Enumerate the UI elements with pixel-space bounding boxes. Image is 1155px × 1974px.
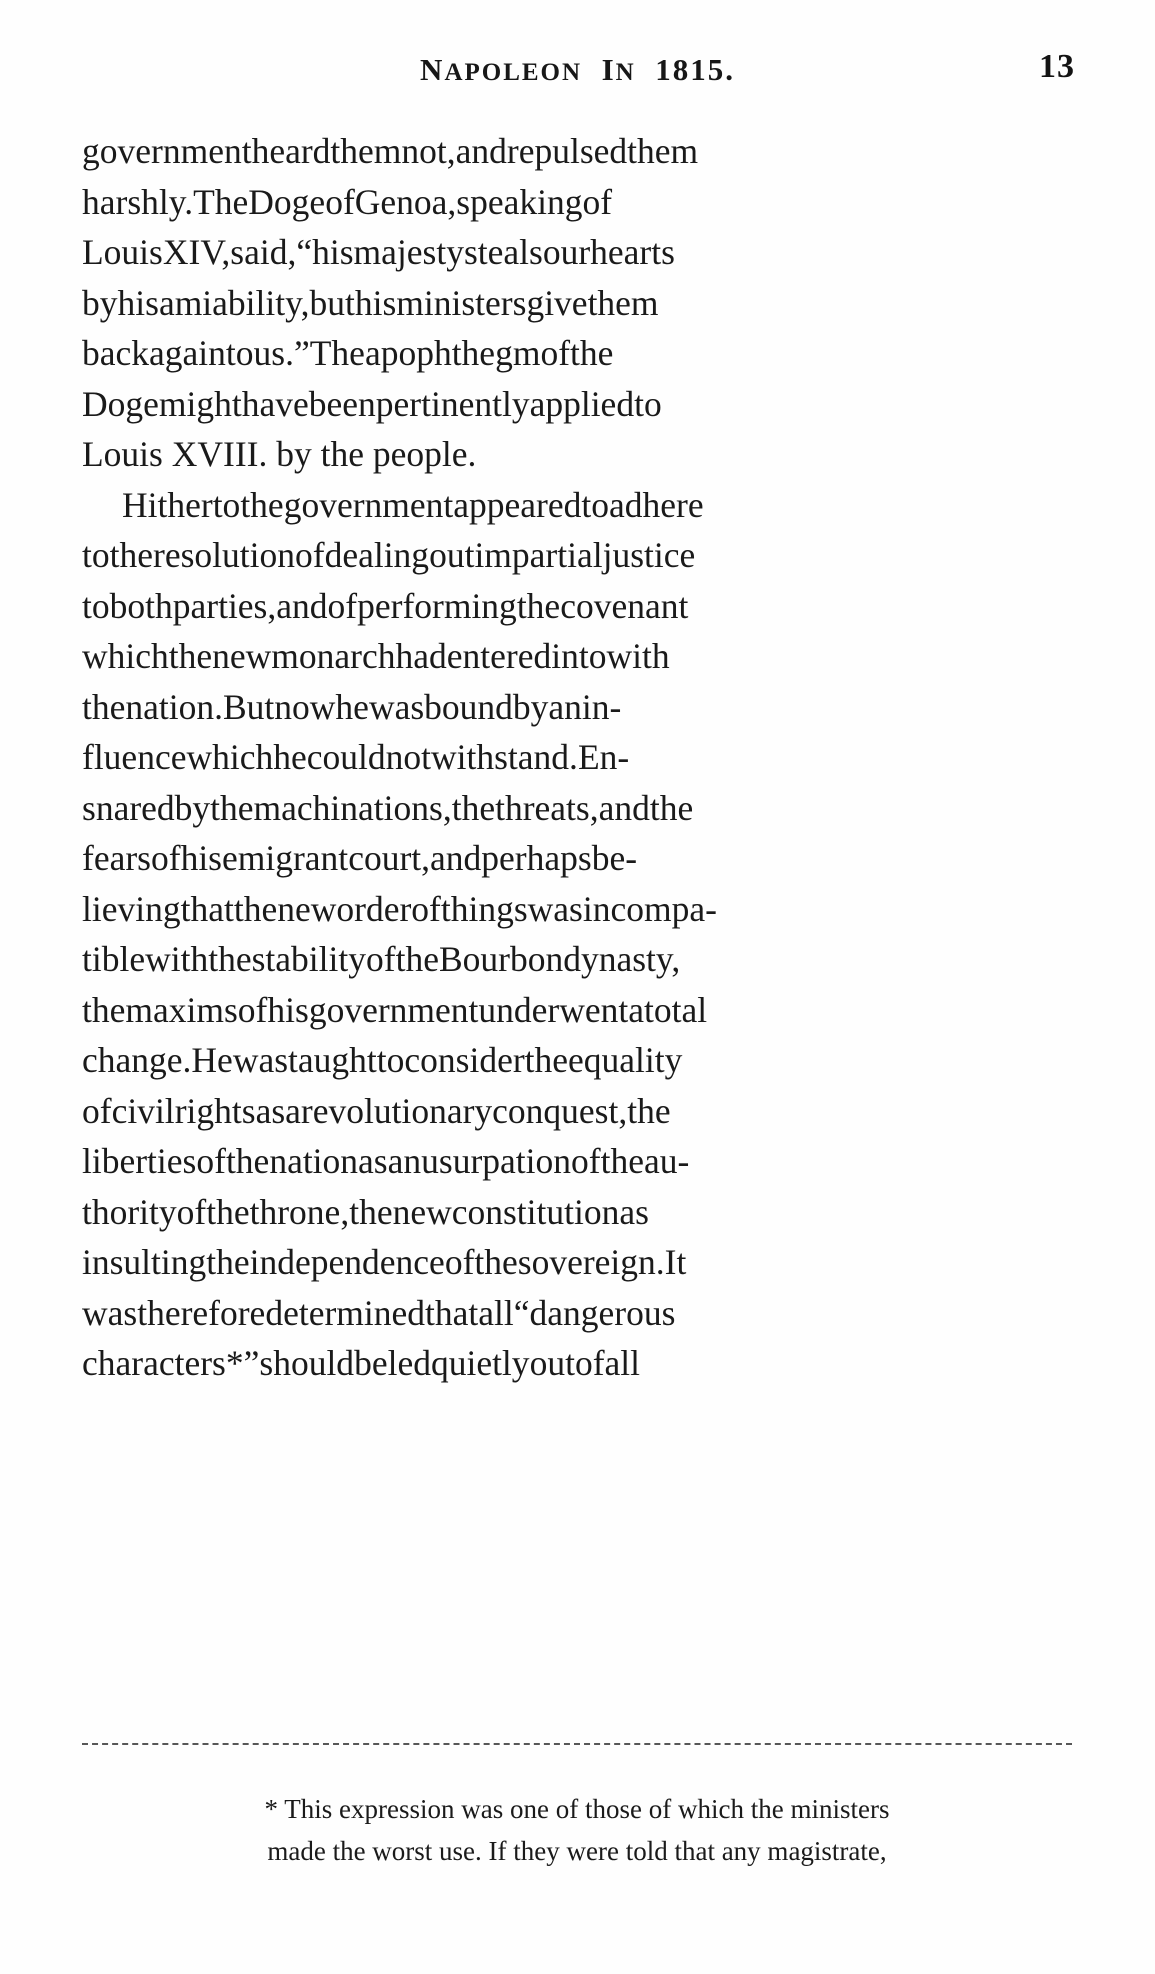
text-line: themaximsofhisgovernmentunderwentatotal [82,989,708,1030]
text-line: snaredbythemachinations,thethreats,andthe [82,787,694,828]
text-line: Louis XVIII. by the people. [82,434,477,474]
text-line: wasthereforedeterminedthatall“dangerous [82,1292,676,1333]
text-line: tiblewiththestabilityoftheBourbondynasty, [82,939,681,979]
text-line: characters*”shouldbeledquietlyoutofall [82,1343,640,1383]
text-line: LouisXIV,said,“hismajestystealsourhearts [82,232,675,272]
text-line: whichthenewmonarchhadenteredintowith [82,636,670,676]
text-line: Dogemighthavebeenpertinentlyappliedto [82,383,662,424]
text-line: backagaintous.”Theapophthegmofthe [82,333,614,373]
text-line: tobothparties,andofperformingthecovenant [82,585,689,626]
footnote-separator-rule [82,1743,1072,1745]
text-line: lievingthattheneworderofthingswasincompa- [82,888,717,929]
text-line: harshly.TheDogeofGenoa,speakingof [82,181,613,222]
text-line: governmentheardthemnot,andrepulsedthem [82,131,699,171]
text-line: insultingtheindependenceofthesovereign.It [82,1242,687,1282]
text-line: fearsofhisemigrantcourt,andperhapsbe- [82,838,638,878]
text-line: byhisamiability,buthisministersgivethem [82,282,659,323]
text-line: ofcivilrightsasarevolutionaryconquest,the [82,1090,671,1131]
running-head [80,48,1075,100]
footnote-line: made the worst use. If they were told that any magistrate, [267,1836,887,1866]
text-line: thenation.Butnowhewasboundbyanin- [82,686,622,727]
paragraph-1 [82,126,1072,480]
text-line: change.Hewastaughttoconsidertheequality [82,1040,683,1080]
text-line: fluencewhichhecouldnotwithstand.En- [82,737,630,777]
text-line: thorityofthethrone,thenewconstitutionas [82,1191,649,1232]
page-number: 13 [1039,48,1075,85]
running-head-title: NAPOLEON IN 1815. [420,52,735,87]
text-line: totheresolutionofdealingoutimpartialjustice [82,535,696,575]
text-line: Hithertothegovernmentappearedtoadhere [122,484,704,525]
footnote-line: * This expression was one of those of which the ministers [264,1794,890,1824]
text-line: libertiesofthenationasanusurpationoftheau- [82,1141,690,1181]
footnote [82,1788,1072,1872]
paragraph-2 [82,480,1072,1389]
body-text-column [82,126,1072,1389]
